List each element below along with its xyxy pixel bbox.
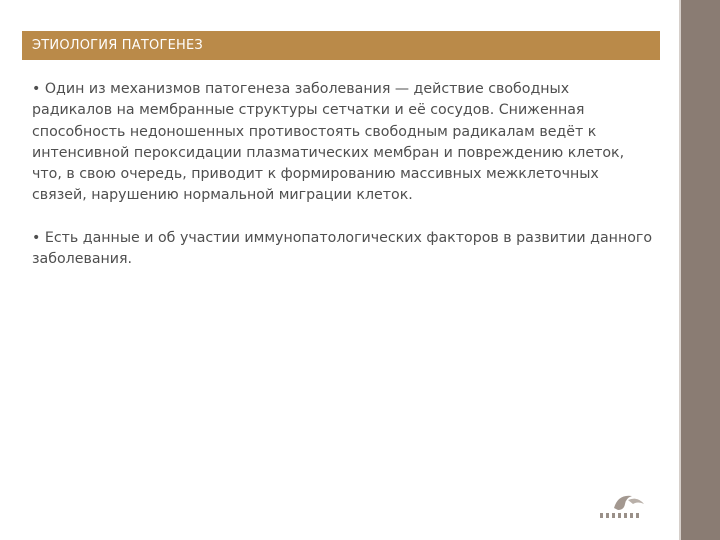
paragraph-line: заболевания. (32, 251, 133, 268)
paragraph-spacer (32, 207, 662, 228)
paragraph-line: • Один из механизмов патогенеза заболевания — действие свободных (32, 81, 570, 97)
paragraph-line: интенсивной пероксидации плазматических мембран и повреждению клеток, (32, 144, 625, 161)
logo-icon (598, 490, 652, 522)
title-bar (22, 31, 660, 60)
paragraph-line: способность недоношенных противостоять свободным радикалам ведёт к (32, 123, 597, 140)
paragraph-line: что, в свою очередь, приводит к формированию массивных межклеточных (32, 166, 599, 183)
side-band-edge (679, 0, 681, 540)
paragraph-1 (32, 79, 662, 207)
paragraph-line: связей, нарушению нормальной миграции клеток. (32, 187, 413, 204)
slide-title: ЭТИОЛОГИЯ ПАТОГЕНЕЗ (32, 38, 203, 53)
paragraph-line: • Есть данные и об участии иммунопатологических факторов в развитии данного (32, 229, 653, 246)
slide-body (32, 79, 662, 270)
paragraph-line: радикалов на мембранные структуры сетчатки и её сосудов. Сниженная (32, 102, 585, 119)
side-band (679, 0, 720, 540)
paragraph-2 (32, 228, 662, 271)
